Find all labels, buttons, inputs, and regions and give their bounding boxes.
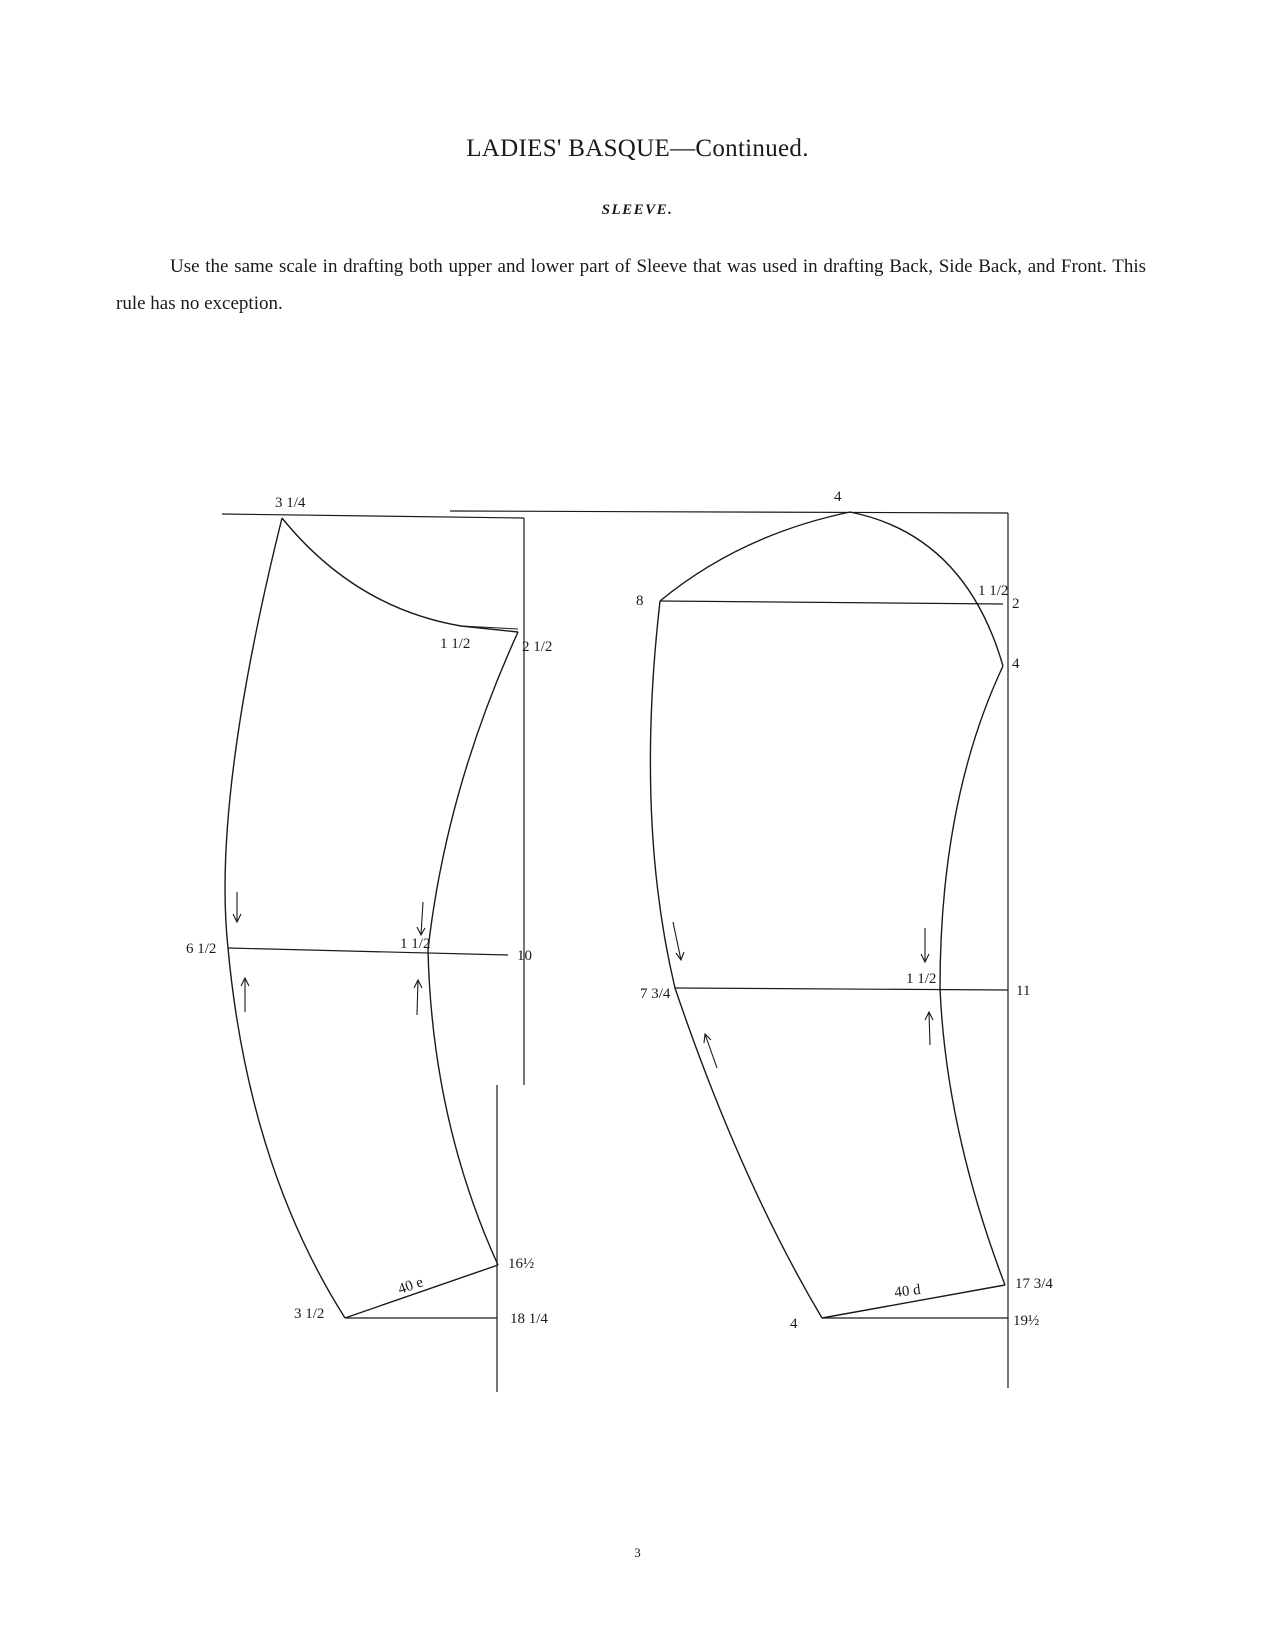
label-upper-wrist-upper-right: 17 3/4 <box>1015 1276 1053 1292</box>
upper-front-seam <box>940 666 1005 1285</box>
label-under-elbow-right: 10 <box>517 948 532 964</box>
label-upper-right-small: 1 1/2 <box>978 583 1009 599</box>
under-inner-arrow-up-icon <box>414 980 422 1015</box>
label-upper-crown: 4 <box>834 489 842 505</box>
page-title: LADIES' BASQUE—Continued. <box>466 135 809 162</box>
label-upper-elbow-inner: 1 1/2 <box>906 971 937 987</box>
label-under-elbow-left: 6 1/2 <box>186 941 217 957</box>
intro-paragraph: Use the same scale in drafting both upper and lower part of Sleeve that was used in drafting Back, Side Back, and Front. This rule has no exception. <box>116 256 1146 314</box>
label-upper-elbow-left: 7 3/4 <box>640 986 671 1002</box>
label-under-wrist-lower-right: 18 1/4 <box>510 1311 548 1327</box>
label-under-wrist-left: 3 1/2 <box>294 1306 325 1322</box>
upper-inner-arrow-up-icon <box>925 1012 933 1045</box>
section-subtitle: SLEEVE. <box>601 202 674 218</box>
under-wrist-line <box>345 1265 498 1318</box>
label-upper-elbow-right: 11 <box>1016 983 1031 999</box>
under-top-curve <box>282 518 518 632</box>
upper-crown-line <box>660 601 1003 604</box>
under-sleeve-draft <box>222 514 524 1392</box>
under-elbow-line <box>228 948 508 955</box>
under-top-guide-line <box>222 514 524 518</box>
label-under-top-right: 2 1/2 <box>522 639 553 655</box>
label-upper-left-top: 8 <box>636 593 644 609</box>
label-upper-wrist-ref: 40 d <box>893 1281 922 1301</box>
under-arrow-up-icon <box>241 978 249 1012</box>
upper-crown-curve <box>660 512 1003 666</box>
label-under-wrist-ref: 40 e <box>396 1274 426 1298</box>
under-front-seam <box>428 632 518 1265</box>
upper-inner-arrow-down-icon <box>921 928 929 962</box>
under-inner-arrow-down-icon <box>417 902 425 935</box>
upper-arrow-up-icon <box>704 1034 717 1068</box>
upper-back-seam <box>650 601 822 1318</box>
under-back-seam <box>225 518 345 1318</box>
label-under-elbow-inner: 1 1/2 <box>400 936 431 952</box>
label-under-wrist-upper-right: 16½ <box>508 1256 535 1272</box>
upper-elbow-line <box>675 988 1008 990</box>
under-arrow-down-icon <box>233 892 241 922</box>
label-upper-right-top: 2 <box>1012 596 1020 612</box>
label-under-mid-inner: 1 1/2 <box>440 636 471 652</box>
label-upper-wrist-left: 4 <box>790 1316 798 1332</box>
label-under-top: 3 1/4 <box>275 495 306 511</box>
upper-top-guide-line <box>450 511 1008 513</box>
page-number: 3 <box>634 1545 641 1560</box>
label-upper-right-mid: 4 <box>1012 656 1020 672</box>
upper-arrow-down-icon <box>673 922 684 960</box>
label-upper-wrist-lower-right: 19½ <box>1013 1313 1040 1329</box>
